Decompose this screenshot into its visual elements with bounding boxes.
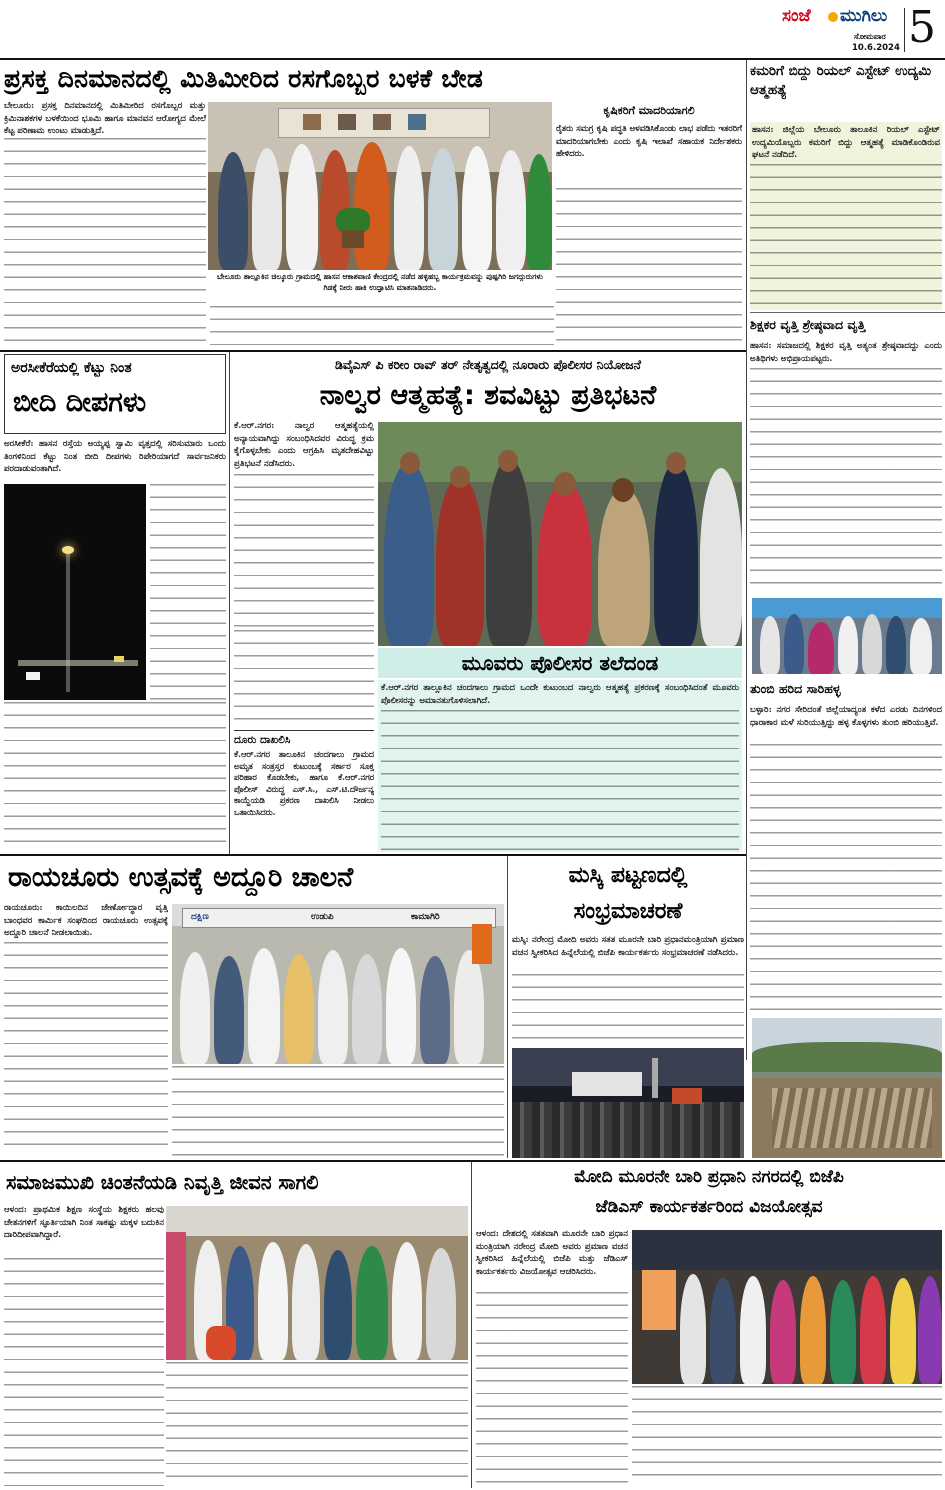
- fertilizer-sub-lead: ರೈತರು ಸಮಗ್ರ ಕೃಷಿ ಪದ್ಧತಿ ಅಳವಡಿಸಿಕೊಂಡು ಲಾಭ ಪಡೆದು ಇತರರಿಗೆ ಮಾದರಿಯಾಗಬೇಕು ಎಂದು ಕೃಷಿ ಇಲಾಖೆ ಸಹಾಯಕ ನಿರ್ದೇಶಕರು ಹೇಳಿದರು.: [556, 123, 742, 159]
- teacher-photo: [752, 598, 942, 674]
- retirement-lead: ಆಳಂದ: ಪ್ರಾಥಮಿಕ ಶಿಕ್ಷಣ ಸಂಸ್ಥೆಯ ಶಿಕ್ಷಕರು ಹಲವು ಚೇತನಗಳಿಗೆ ಸ್ಫೂರ್ತಿಯಾಗಿ ನಿಂತ ಸಾಕಷ್ಟು ಮಕ್ಕಳ ಬದುಕಿನ ದಾರಿದೀಪವಾಗಿದ್ದಾರೆ.: [4, 1204, 164, 1486]
- masthead-divider: [904, 8, 905, 52]
- streetlights-photo: [4, 484, 146, 700]
- streetlights-headline: ಅರಸೀಕೆರೆಯಲ್ಲಿ ಕೆಟ್ಟು ನಿಂತ ಬೀದಿ ದೀಪಗಳು: [4, 354, 226, 434]
- masthead-brand-sanje: ಸಂಜೆ: [782, 6, 811, 26]
- teacher-headline: ಶಿಕ್ಷಕರ ವೃತ್ತಿ ಶ್ರೇಷ್ಠವಾದ ವೃತ್ತಿ: [750, 317, 866, 332]
- fertilizer-columns-bottom: [210, 306, 554, 348]
- sarahalli-photo: [752, 1018, 942, 1158]
- maski-body: ಮಸ್ಕಿ: ನರೇಂದ್ರ ಮೋದಿ ಅವರು ಸತತ ಮೂರನೇ ಬಾರಿ ಪ್ರಧಾನಮಂತ್ರಿಯಾಗಿ ಪ್ರಮಾಣ ವಚನ ಸ್ವೀಕರಿಸಿದ ಹಿನ್ನೆಲೆಯಲ್ಲಿ ಬಿಜೆಪಿ ಕಾರ್ಯಕರ್ತರು ಸಂಭ್ರಮಾಚರಣೆ ನಡೆಸಿದರು.: [512, 934, 744, 1046]
- fertilizer-photo-caption: ಬೇಲೂರು ತಾಲ್ಲೂಕಿನ ಚಿಲ್ಕೂರು ಗ್ರಾಮದಲ್ಲಿ ಹಾಸನ ಆಕಾಶವಾಣಿ ಕೇಂದ್ರದಲ್ಲಿ ನಡೆದ ಹಳ್ಳಿಹಬ್ಬ ಕಾರ್ಯಕ್ರಮವನ್ನು ಪುಷ್ಪಗಿರಿ ಜಗದ್ಗುರುಗಳು ಗಿಡಕ್ಕೆ ನೀರು ಹಾಕಿ ಉದ್ಘಾಟಿಸಿ ಮಾತನಾಡಿದರು.: [217, 272, 543, 292]
- protest-column-lower: [234, 630, 374, 728]
- teacher-body: ಹಾಸನ: ಸಮಾಜದಲ್ಲಿ ಶಿಕ್ಷಕರ ವೃತ್ತಿ ಅತ್ಯಂತ ಶ್ರೇಷ್ಠವಾದದ್ದು ಎಂದು ಅತಿಥಿಗಳು ಅಭಿಪ್ರಾಯಪಟ್ಟರು.: [750, 340, 942, 594]
- fertilizer-column-left: ಬೇಲೂರು: ಪ್ರಸಕ್ತ ದಿನಮಾನದಲ್ಲಿ ಮಿತಿಮೀರಿದ ರಸಗೊಬ್ಬರ ಮತ್ತು ಕ್ರಿಮಿನಾಶಕಗಳ ಬಳಕೆಯಿಂದ ಭೂಮಿ ಹಾಗೂ ಮಾನವನ ಆರೋಗ್ಯದ ಮೇಲೆ ಕೆಟ್ಟ ಪರಿಣಾಮ ಉಂಟು ಮಾಡುತ್ತಿದೆ.: [4, 100, 206, 348]
- sarahalli-headline: ತುಂಬಿ ಹರಿದ ಸಾರಿಹಳ್ಳ: [750, 681, 841, 696]
- streetlights-lead: ಅರಸೀಕೆರೆ: ಹಾಸನ ರಸ್ತೆಯ ಅಯ್ಯಪ್ಪ ಸ್ವಾಮಿ ವೃತ್ತದಲ್ಲಿ ಸರಿಸುಮಾರು ಒಂದು ತಿಂಗಳಿನಿಂದ ಕೆಟ್ಟು ನಿಂತ ಬೀದಿ ದೀಪಗಳು ರಿಪೇರಿಯಾಗದೆ ಸಾರ್ವಜನಿಕರು ಪರದಾಡುವಂತಾಗಿದೆ.: [4, 439, 226, 475]
- realestate-body: ಹಾಸನ: ಜಿಲ್ಲೆಯ ಬೇಲೂರು ತಾಲೂಕಿನ ರಿಯಲ್ ಎಸ್ಟೇಟ್ ಉದ್ಯಮಿಯೊಬ್ಬರು ಕಮರಿಗೆ ಬಿದ್ದು ಆತ್ಮಹತ್ಯೆ ಮಾಡಿಕೊಂಡಿರುವ ಘಟನೆ ನಡೆದಿದೆ.: [750, 122, 942, 310]
- raichur-banner: ದಕ್ಷಿಣ ಉಡುಪಿ ಕಾಮಾಗಿರಿ: [182, 908, 496, 928]
- raichur-headline: ರಾಯಚೂರು ಉತ್ಸವಕ್ಕೆ ಅದ್ದೂರಿ ಚಾಲನೆ: [8, 862, 354, 893]
- masthead: [776, 4, 942, 56]
- complaint-box: ದೂರು ದಾಖಲಿಸಿ ಕೆ.ಆರ್.ನಗರ ತಾಲೂಕಿನ ಚಂದಗಾಲು ಗ್ರಾಮದ ಅಮೃತ ಸಂತ್ರಸ್ತರ ಕುಟುಂಬಕ್ಕೆ ಸರ್ಕಾರ ಸೂಕ್ತ ಪರಿಹಾರ ಕೊಡಬೇಕು, ಹಾಗೂ ಕೆ.ಆರ್.ನಗರ ಪೊಲೀಸ್ ವಿರುದ್ಧ ಎಸ್.ಸಿ., ಎಸ್.ಟಿ.ದೌರ್ಜನ್ಯ ಕಾಯ್ದೆಯಡಿ ಪ್ರಕರಣ ದಾಖಲಿಸಿ ನೀಡಲು ಒತಾಯಿಸಿದರು.: [234, 730, 374, 852]
- modi-headline: ಮೋದಿ ಮೂರನೇ ಬಾರಿ ಪ್ರಧಾನಿ ನಗರದಲ್ಲಿ ಬಿಜೆಪಿ ಜೆಡಿಎಸ್ ಕಾರ್ಯಕರ್ತರಿಂದ ವಿಜಯೋತ್ಸವ: [574, 1167, 844, 1217]
- sun-icon: [828, 12, 838, 22]
- police-subhead: ಮೂವರು ಪೊಲೀಸರ ತಲೆದಂಡ: [378, 648, 742, 678]
- sarahalli-body: ಬಳ್ಳಾರಿ: ನಗರ ಸೇರಿದಂತೆ ಜಿಲ್ಲೆಯಾದ್ಯಂತ ಕಳೆದ ಎರಡು ದಿನಗಳಿಂದ ಧಾರಾಕಾರ ಮಳೆ ಸುರಿಯುತ್ತಿದ್ದು ಹಳ್ಳ ಕೊಳ್ಳಗಳು ತುಂಬಿ ಹರಿಯುತ್ತಿವೆ.: [750, 704, 942, 1016]
- protest-lead: ಕೆ.ಆರ್.ನಗರ: ನಾಲ್ವರ ಆತ್ಮಹತ್ಯೆಯಲ್ಲಿ ಅನ್ಯಾಯವಾಗಿದ್ದು ಸಂಬಂಧಿಸಿದವರ ವಿರುದ್ಧ ಕ್ರಮ ಕೈಗೊಳ್ಳಬೇಕು ಎಂದು ಆಗ್ರಹಿಸಿ ಮೃತದೇಹವಿಟ್ಟು ಪ್ರತಿಭಟನೆ ನಡೆಸಿದರು.: [234, 420, 374, 628]
- maski-photo: [512, 1048, 744, 1158]
- fertilizer-subhead: ಕೃಷಿಕರಿಗೆ ಮಾದರಿಯಾಗಲಿ: [603, 104, 695, 117]
- realestate-headline: ಕಮರಿಗೆ ಬಿದ್ದು ರಿಯಲ್ ಎಸ್ಟೇಟ್ ಉದ್ಯಮಿ ಆತ್ಮಹತ್ಯೆ: [750, 63, 932, 98]
- raichur-columns-bottom: [172, 1066, 504, 1156]
- retirement-headline: ಸಮಾಜಮುಖಿ ಚಿಂತನೆಯಡಿ ನಿವೃತ್ತಿ ಜೀವನ ಸಾಗಲಿ: [6, 1171, 319, 1194]
- protest-headline: ನಾಲ್ವರ ಆತ್ಮಹತ್ಯೆ: ಶವವಿಟ್ಟು ಪ್ರತಿಭಟನೆ: [319, 380, 657, 411]
- modi-lead: ಆಳಂದ: ದೇಶದಲ್ಲಿ ಸತತವಾಗಿ ಮೂರನೇ ಬಾರಿ ಪ್ರಧಾನ ಮಂತ್ರಿಯಾಗಿ ನರೇಂದ್ರ ಮೋದಿ ಅವರು ಪ್ರಮಾಣ ವಚನ ಸ್ವೀಕರಿಸಿದ ಹಿನ್ನೆಲೆಯಲ್ಲಿ ಬಿಜೆಪಿ ಮತ್ತು ಜೆಡಿಎಸ್ ಕಾರ್ಯಕರ್ತರು ವಿಜಯೋತ್ಸವ ಆಚರಿಸಿದರು.: [476, 1228, 628, 1486]
- page-number: 5: [908, 4, 936, 53]
- retirement-columns-bottom: [166, 1362, 468, 1486]
- masthead-logo: [782, 6, 900, 30]
- modi-columns-bottom: [632, 1386, 942, 1486]
- raichur-photo: [172, 904, 504, 1064]
- modi-photo: [632, 1230, 942, 1384]
- protest-kicker: ಡಿವೈಎಸ್ ಪಿ ಕರೀಂ ರಾವ್ ತರ್ ನೇತೃತ್ವದಲ್ಲಿ ನೂರಾರು ಪೊಲೀಸರ ನಿಯೋಜನೆ: [335, 357, 641, 372]
- fertilizer-headline: ಪ್ರಸಕ್ತ ದಿನಮಾನದಲ್ಲಿ ಮಿತಿಮೀರಿದ ರಸಗೊಬ್ಬರ ಬಳಕೆ ಬೇಡ: [4, 64, 484, 93]
- raichur-lead: ರಾಯಚೂರು: ಕಾಯಿಲದಿನ ಜೇರ್ಣೋದ್ಧಾರ ವೃತ್ತಿ ಬಾಂಧವರ ಕಾರ್ಮಿಕ ಸಂಘದಿಂದ ರಾಯಚೂರು ಉತ್ಸವಕ್ಕೆ ಅದ್ದೂರಿ ಚಾಲನೆ ನೀಡಲಾಯಿತು.: [4, 902, 168, 1156]
- streetlights-column-narrow: [150, 484, 226, 700]
- masthead-date: 10.6.2024: [852, 43, 900, 53]
- fertilizer-column-right: [556, 188, 742, 348]
- streetlights-column-bottom: [4, 702, 226, 852]
- masthead-day: ಸೋಮವಾರ: [854, 32, 886, 41]
- retirement-photo: [166, 1206, 468, 1360]
- protest-photo: [378, 422, 742, 646]
- maski-headline: ಮಸ್ಕಿ ಪಟ್ಟಣದಲ್ಲಿ ಸಂಭ್ರಮಾಚರಣೆ: [568, 863, 688, 924]
- masthead-brand-mugilu: ಮುಗಿಲು: [840, 6, 888, 26]
- fertilizer-photo: [208, 102, 552, 270]
- police-body: ಕೆ.ಆರ್.ನಗರ ತಾಲ್ಲೂಕಿನ ಚಂದಗಾಲು ಗ್ರಾಮದ ಒಂದೇ ಕುಟುಂಬದ ನಾಲ್ವರು ಆತ್ಮಹತ್ಯೆ ಪ್ರಕರಣಕ್ಕೆ ಸಂಬಂಧಿಸಿದಂತೆ ಮೂವರು ಪೊಲೀಸರನ್ನು ಅಮಾನತುಗೊಳಿಸಲಾಗಿದೆ.: [378, 680, 742, 852]
